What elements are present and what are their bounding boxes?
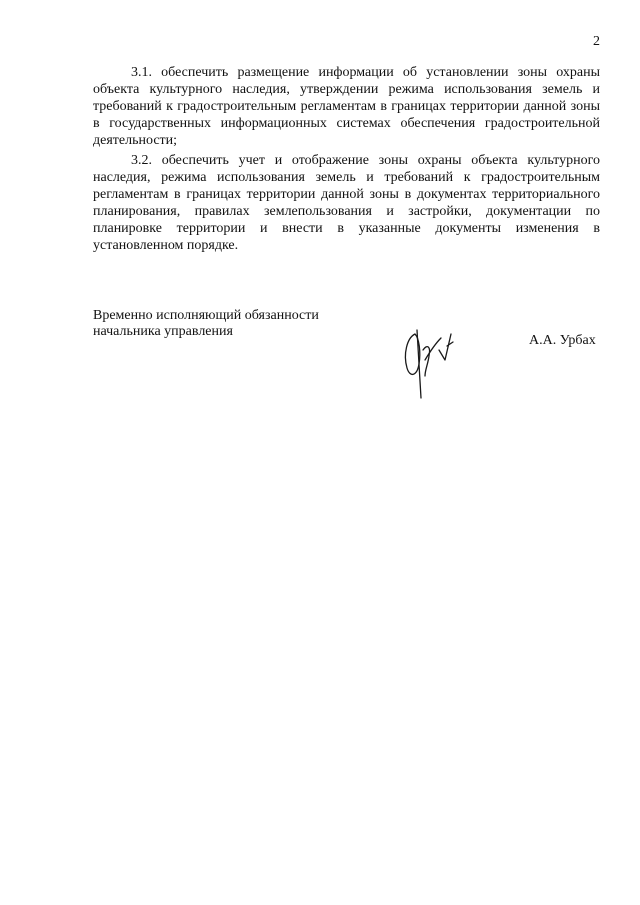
signer-position-line-1: Временно исполняющий обязанности: [93, 308, 319, 323]
signer-position-line-2: начальника управления: [93, 324, 233, 339]
paragraph-3-1: 3.1. обеспечить размещение информации об установлении зоны охраны объекта культурного наследия, утверждении режима использования земель и требований к градостроительным регламентам в границах территории данной зоны в государственных информационных системах обеспечения градостроительной деятельности;: [93, 65, 600, 148]
signer-position: [93, 308, 319, 340]
signer-name: А.А. Урбах: [529, 333, 596, 348]
page-number: 2: [593, 34, 600, 49]
handwritten-signature: [395, 320, 465, 400]
paragraph-3-2: 3.2. обеспечить учет и отображение зоны охраны объекта культурного наследия, режима использования земель и требований к градостроительным регламентам в границах территории данной зоны в документах территориального планирования, правилах землепользования и застройки, документации по планировке территории и внести в указанные документы изменения в установленном порядке.: [93, 153, 600, 253]
